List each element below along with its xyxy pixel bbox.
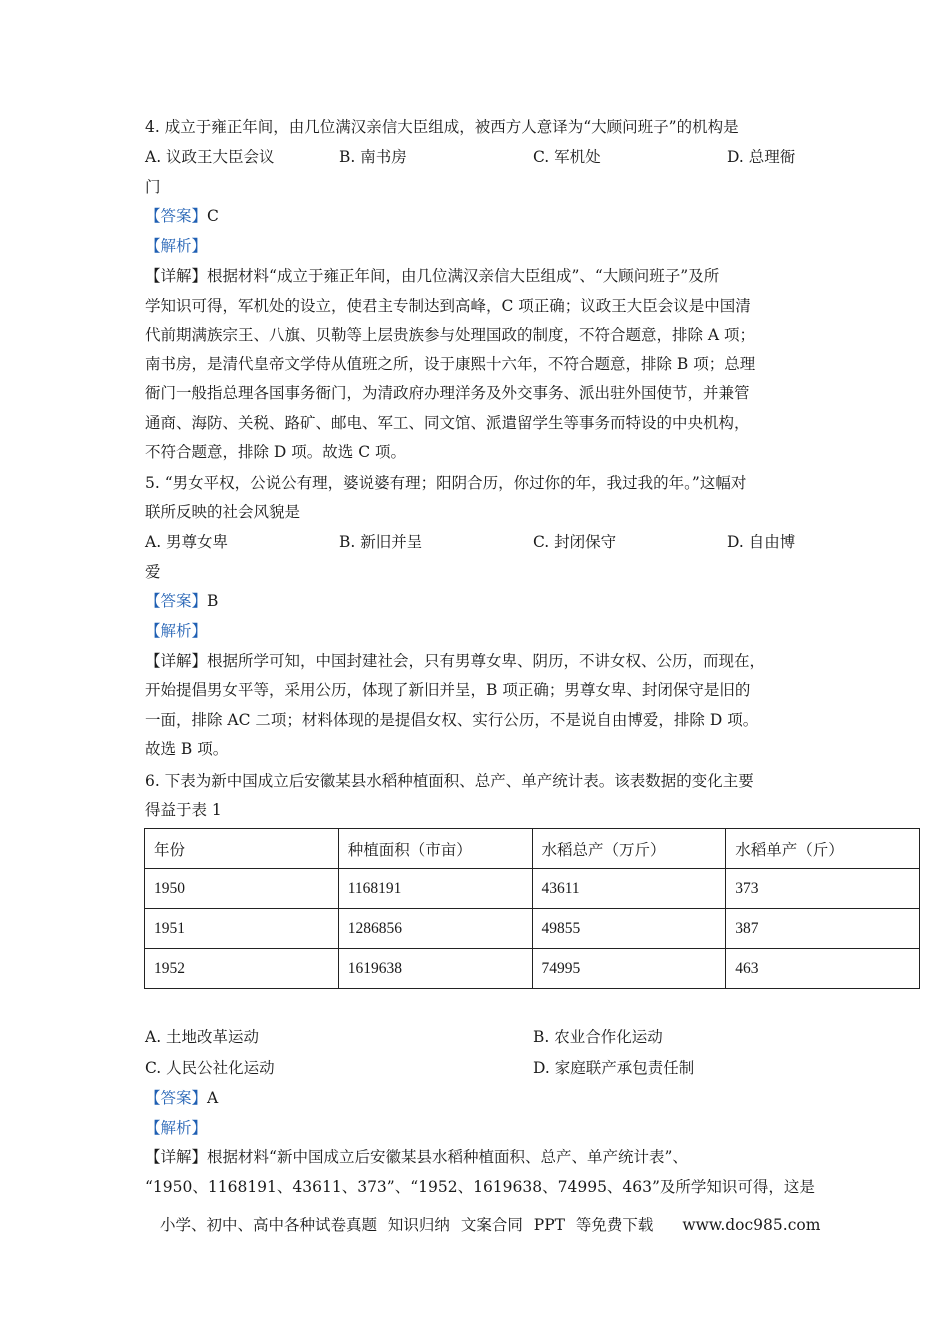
detail-text: 根据材料“成立于雍正年间，由几位满汉亲信大臣组成”、“大顾问班子”及所 [207, 267, 720, 285]
detail-tag: 【详解】 [145, 267, 208, 285]
table-cell: 43611 [532, 869, 726, 909]
answer-value: C [207, 207, 219, 225]
detail-tag: 【详解】 [145, 652, 208, 670]
q4-detail-line-1 [145, 266, 719, 286]
table-header-cell: 水稻总产（万斤） [532, 829, 726, 869]
page-footer [160, 1213, 820, 1235]
q5-option-a: A. 男尊女卑 [145, 533, 229, 551]
answer-value: B [207, 592, 219, 610]
table-cell: 387 [726, 909, 920, 949]
detail-text: 根据材料“新中国成立后安徽某县水稻种植面积、总产、单产统计表”、 [207, 1148, 688, 1166]
q4-detail-line-2: 学知识可得，军机处的设立，使君主专制达到高峰，C 项正确；议政王大臣会议是中国清 [145, 297, 751, 315]
q5-detail-line-4: 故选 B 项。 [145, 740, 229, 758]
table-cell: 463 [726, 949, 920, 989]
table-cell: 1286856 [338, 909, 532, 949]
q5-option-d-wrap: 爱 [145, 563, 161, 581]
answer-value: A [207, 1089, 219, 1107]
q4-option-a: A. 议政王大臣会议 [145, 148, 275, 166]
q5-detail-line-2: 开始提倡男女平等，采用公历，体现了新旧并呈，B 项正确；男尊女卑、封闭保守是旧的 [145, 681, 751, 699]
q6-analysis-tag: 【解析】 [145, 1119, 208, 1137]
q5-analysis-tag: 【解析】 [145, 622, 208, 640]
q4-detail-line-5: 衙门一般指总理各国事务衙门，为清政府办理洋务及外交事务、派出驻外国使节，并兼管 [145, 384, 750, 402]
answer-tag: 【答案】 [145, 1089, 208, 1107]
q6-option-a: A. 土地改革运动 [145, 1028, 260, 1046]
q6-answer [145, 1088, 218, 1108]
q4-detail-line-6: 通商、海防、关税、路矿、邮电、军工、同文馆、派遣留学生等事务而特设的中央机构， [145, 414, 750, 432]
q5-stem-line-1: 5. “男女平权，公说公有理，婆说婆有理；阳阴合历，你过你的年，我过我的年。”这幅对 [145, 474, 747, 492]
table-cell: 49855 [532, 909, 726, 949]
q4-answer [145, 206, 219, 226]
table-cell: 1619638 [338, 949, 532, 989]
q4-option-d-wrap: 门 [145, 178, 161, 196]
q4-option-d: D. 总理衙 [727, 148, 796, 166]
q6-option-c: C. 人民公社化运动 [145, 1059, 275, 1077]
q4-option-b: B. 南书房 [339, 148, 407, 166]
table-row [145, 949, 920, 989]
q5-answer [145, 591, 218, 611]
table-cell: 1952 [145, 949, 339, 989]
table-row [145, 869, 920, 909]
table-cell: 1951 [145, 909, 339, 949]
q4-stem: 4. 成立于雍正年间，由几位满汉亲信大臣组成，被西方人意译为“大顾问班子”的机构是 [145, 118, 739, 136]
q5-option-d: D. 自由博 [727, 533, 796, 551]
q6-stem-line-2: 得益于表 1 [145, 801, 222, 819]
detail-text: 根据所学可知，中国封建社会，只有男尊女卑、阴历，不讲女权、公历，而现在， [207, 652, 766, 670]
footer-url[interactable]: www.doc985.com [682, 1216, 821, 1234]
q4-detail-line-4: 南书房，是清代皇帝文学侍从值班之所，设于康熙十六年，不符合题意，排除 B 项；总理 [145, 355, 756, 373]
table-header-cell: 种植面积（市亩） [338, 829, 532, 869]
table-cell: 1950 [145, 869, 339, 909]
q6-detail-line-1 [145, 1147, 688, 1167]
q5-detail-line-3: 一面，排除 AC 二项；材料体现的是提倡女权、实行公历，不是说自由博爱，排除 D 项。 [145, 711, 759, 729]
q4-option-c: C. 军机处 [533, 148, 601, 166]
footer-text: 小学、初中、高中各种试卷真题 知识归纳 文案合同 PPT 等免费下载 [160, 1216, 654, 1234]
q5-option-b: B. 新旧并呈 [339, 533, 423, 551]
q5-detail-line-1 [145, 651, 765, 671]
table-header-cell: 年份 [145, 829, 339, 869]
detail-tag: 【详解】 [145, 1148, 208, 1166]
q4-detail-line-7: 不符合题意，排除 D 项。故选 C 项。 [145, 443, 406, 461]
table-row [145, 909, 920, 949]
answer-tag: 【答案】 [145, 207, 208, 225]
answer-tag: 【答案】 [145, 592, 208, 610]
table-header-row [145, 829, 920, 869]
table-cell: 1168191 [338, 869, 532, 909]
q6-option-b: B. 农业合作化运动 [533, 1028, 663, 1046]
rice-statistics-table [144, 828, 920, 989]
q5-option-c: C. 封闭保守 [533, 533, 617, 551]
q4-analysis-tag: 【解析】 [145, 237, 208, 255]
q6-option-d: D. 家庭联产承包责任制 [533, 1059, 695, 1077]
q5-stem-line-2: 联所反映的社会风貌是 [145, 503, 301, 521]
q6-detail-line-2: “1950、1168191、43611、373”、“1952、1619638、74995、463”及所学知识可得，这是 [145, 1178, 815, 1196]
table-cell: 74995 [532, 949, 726, 989]
q4-detail-line-3: 代前期满族宗王、八旗、贝勒等上层贵族参与处理国政的制度，不符合题意，排除 A 项； [145, 326, 756, 344]
table-cell: 373 [726, 869, 920, 909]
table-header-cell: 水稻单产（斤） [726, 829, 920, 869]
q6-stem-line-1: 6. 下表为新中国成立后安徽某县水稻种植面积、总产、单产统计表。该表数据的变化主要 [145, 772, 754, 790]
